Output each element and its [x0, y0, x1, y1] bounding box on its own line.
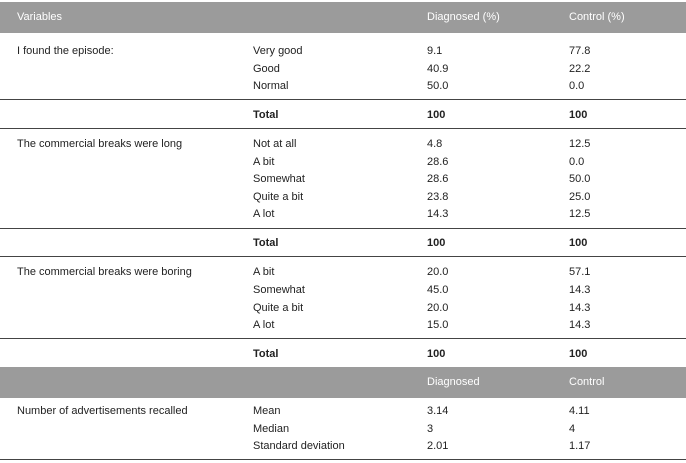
table-header [0, 2, 686, 33]
total-control: 100 [569, 237, 588, 249]
row-diagnosed: 45.0 [427, 284, 449, 296]
divider [0, 128, 686, 129]
row-control: 12.5 [569, 138, 591, 150]
divider [0, 99, 686, 100]
row-control: 12.5 [569, 208, 591, 220]
row-label: Good [253, 63, 280, 75]
section-variable: The commercial breaks were long [17, 138, 183, 150]
row-label: Standard deviation [253, 440, 345, 452]
total-label: Total [253, 109, 279, 121]
total-label: Total [253, 348, 279, 360]
subheader-diagnosed: Diagnosed [427, 376, 480, 388]
row-label: Not at all [253, 138, 297, 150]
row-diagnosed: 40.9 [427, 63, 449, 75]
section-variable: I found the episode: [17, 45, 114, 57]
total-control: 100 [569, 109, 588, 121]
row-label: A bit [253, 266, 275, 278]
header-diagnosed: Diagnosed (%) [427, 11, 500, 23]
total-diagnosed: 100 [427, 348, 446, 360]
divider [0, 338, 686, 339]
subheader-control: Control [569, 376, 605, 388]
row-control: 22.2 [569, 63, 591, 75]
row-label: A lot [253, 319, 275, 331]
row-label: Median [253, 423, 290, 435]
row-diagnosed: 20.0 [427, 302, 449, 314]
row-control: 4 [569, 423, 576, 435]
row-control: 14.3 [569, 319, 591, 331]
row-diagnosed: 28.6 [427, 173, 449, 185]
row-control: 4.11 [569, 405, 590, 417]
table-subheader [0, 367, 686, 398]
row-label: Somewhat [253, 284, 305, 296]
row-control: 25.0 [569, 191, 591, 203]
row-label: Quite a bit [253, 302, 304, 314]
row-control: 50.0 [569, 173, 591, 185]
row-diagnosed: 15.0 [427, 319, 449, 331]
row-label: Quite a bit [253, 191, 304, 203]
row-label: Very good [253, 45, 303, 57]
row-diagnosed: 23.8 [427, 191, 449, 203]
divider [0, 228, 686, 229]
divider [0, 459, 686, 460]
row-label: Normal [253, 80, 289, 92]
row-diagnosed: 9.1 [427, 45, 443, 57]
row-control: 77.8 [569, 45, 591, 57]
section-variable: Number of advertisements recalled [17, 405, 188, 417]
header-variables: Variables [17, 11, 63, 23]
row-control: 0.0 [569, 80, 585, 92]
row-diagnosed: 4.8 [427, 138, 443, 150]
row-control: 1.17 [569, 440, 591, 452]
row-control: 0.0 [569, 156, 585, 168]
total-label: Total [253, 237, 279, 249]
row-diagnosed: 14.3 [427, 208, 449, 220]
row-diagnosed: 20.0 [427, 266, 449, 278]
section-variable: The commercial breaks were boring [17, 266, 192, 278]
header-control: Control (%) [569, 11, 625, 23]
row-diagnosed: 3.14 [427, 405, 449, 417]
divider [0, 256, 686, 257]
row-diagnosed: 2.01 [427, 440, 449, 452]
row-label: A lot [253, 208, 275, 220]
total-control: 100 [569, 348, 588, 360]
row-diagnosed: 28.6 [427, 156, 449, 168]
row-label: Mean [253, 405, 281, 417]
row-label: Somewhat [253, 173, 305, 185]
row-diagnosed: 3 [427, 423, 434, 435]
row-control: 14.3 [569, 284, 591, 296]
row-label: A bit [253, 156, 275, 168]
row-control: 14.3 [569, 302, 591, 314]
row-diagnosed: 50.0 [427, 80, 449, 92]
total-diagnosed: 100 [427, 237, 446, 249]
total-diagnosed: 100 [427, 109, 446, 121]
row-control: 57.1 [569, 266, 591, 278]
